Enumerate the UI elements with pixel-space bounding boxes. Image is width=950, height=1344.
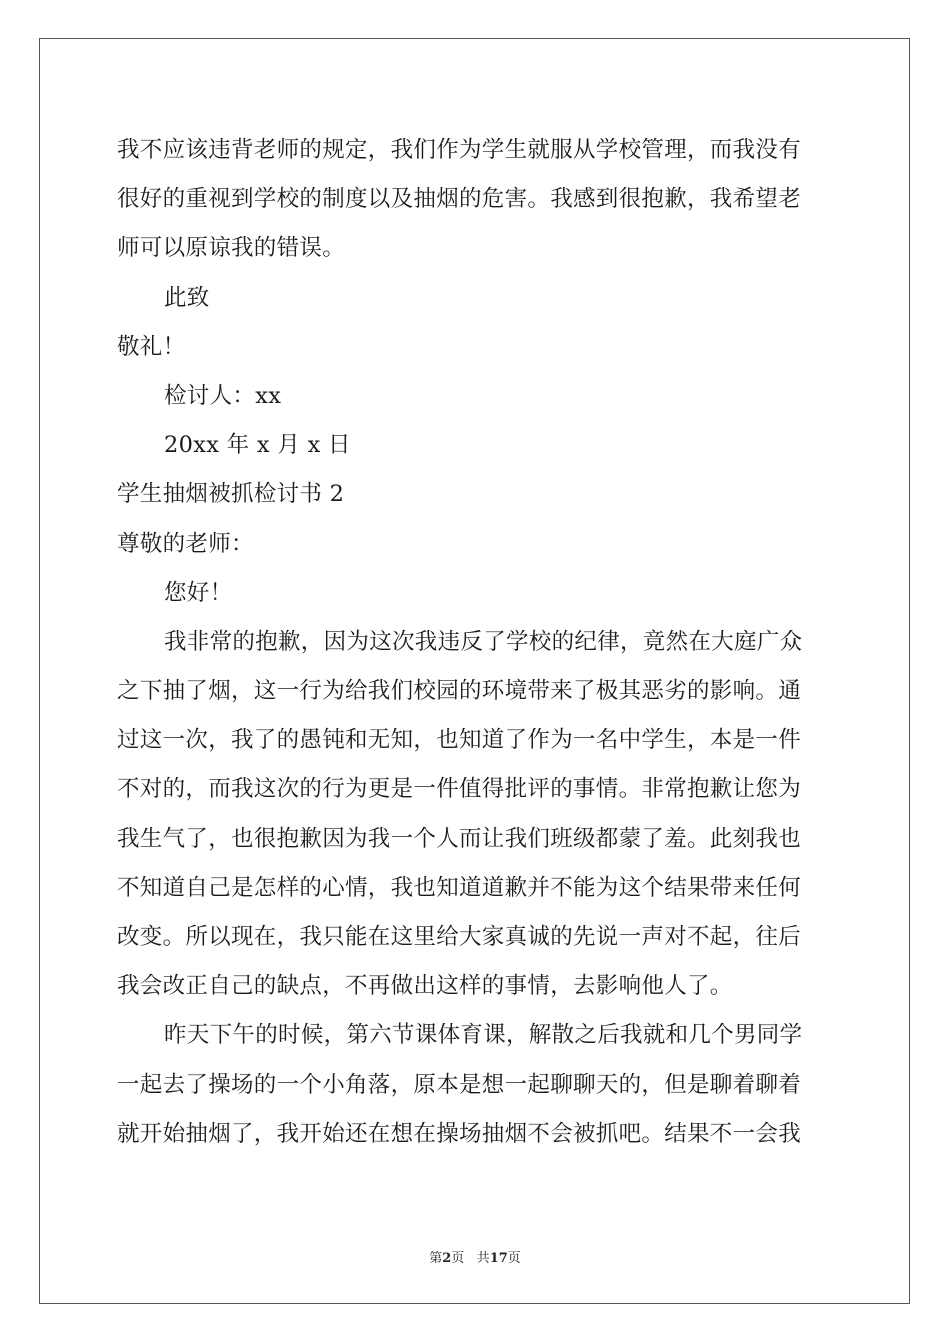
text-line: 我非常的抱歉，因为这次我违反了学校的纪律，竟然在大庭广众 [164,628,803,655]
text-line: 不对的，而我这次的行为更是一件值得批评的事情。非常抱歉让您为 [117,776,802,803]
text-line: 我不应该违背老师的规定，我们作为学生就服从学校管理，而我没有 [117,137,802,163]
text-line: 昨天下午的时候，第六节课体育课，解散之后我就和几个男同学 [164,1022,803,1049]
text-line: 过这一次，我了的愚钝和无知，也知道了作为一名中学生，本是一件 [117,727,802,754]
greeting-addressee: 尊敬的老师： [117,530,254,557]
text-line: 就开始抽烟了，我开始还在想在操场抽烟不会被抓吧。结果不一会我 [117,1120,802,1147]
page-prefix: 第 [429,1251,443,1266]
page-footer [0,1247,950,1266]
signature-line: 检讨人：xx [164,382,282,409]
text-line: 不知道自己是怎样的心情，我也知道道歉并不能为这个结果带来任何 [117,874,802,901]
total-suffix: 页 [507,1251,521,1266]
page-number: 2 [442,1251,452,1266]
text-line: 一起去了操场的一个小角落，原本是想一起聊聊天的，但是聊着聊着 [117,1071,802,1098]
text-line: 师可以原谅我的错误。 [117,235,346,262]
greeting: 您好！ [164,579,233,606]
closing-salutation: 此致 [164,284,210,311]
total-prefix: 共 [476,1251,490,1266]
text-line: 之下抽了烟，这一行为给我们校园的环境带来了极其恶劣的影响。通 [117,678,802,705]
closing-regards: 敬礼！ [117,333,186,360]
date-line: 20xx 年 x 月 x 日 [164,432,351,459]
section-title: 学生抽烟被抓检讨书 2 [117,481,345,508]
total-pages: 17 [489,1251,508,1266]
text-line: 我会改正自己的缺点，不再做出这样的事情，去影响他人了。 [117,973,733,1000]
page-suffix: 页 [451,1251,465,1266]
text-line: 很好的重视到学校的制度以及抽烟的危害。我感到很抱歉，我希望老 [117,186,802,213]
text-line: 我生气了，也很抱歉因为我一个人而让我们班级都蒙了羞。此刻我也 [117,825,802,852]
text-line: 改变。所以现在，我只能在这里给大家真诚的先说一声对不起，往后 [117,924,802,950]
document-body [117,126,835,1159]
